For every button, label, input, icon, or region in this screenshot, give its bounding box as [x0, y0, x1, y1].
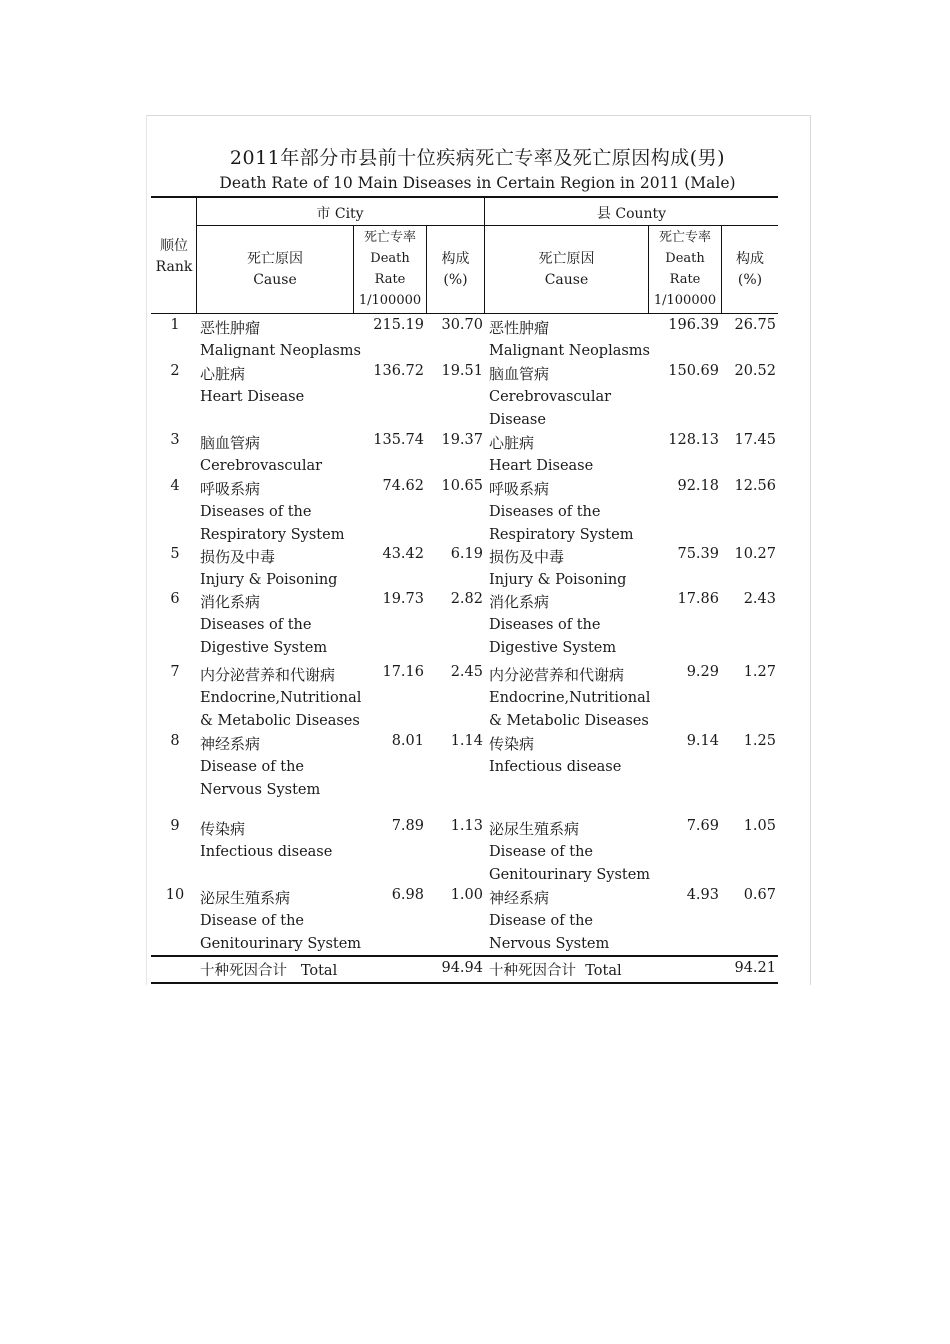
header-rate-unit: 1/100000: [358, 293, 422, 308]
city-cause-cn: 神经系病: [200, 735, 261, 753]
rank-number: 4: [170, 478, 180, 494]
header-pct-cn: 构成: [736, 251, 764, 267]
total-label-county: 十种死因合计 Total: [489, 963, 622, 979]
city-cause: [200, 664, 361, 732]
header-rate-cn: 死亡专率: [363, 230, 416, 245]
city-cause-en: Diseases of the: [200, 616, 312, 633]
city-cause-cn: 泌尿生殖系病: [200, 889, 291, 907]
city-death-rate: 6.98: [391, 887, 424, 903]
county-death-rate: 150.69: [668, 363, 719, 379]
county-cause-en: Malignant Neoplasms: [489, 342, 651, 359]
county-cause-cn: 内分泌营养和代谢病: [489, 666, 625, 684]
county-cause: [489, 432, 593, 478]
city-cause-cn: 损伤及中毒: [200, 548, 276, 566]
header-pct-en: (%): [443, 272, 468, 288]
city-cause-en: Disease of the: [200, 758, 305, 775]
rank-number: 6: [170, 591, 180, 607]
city-cause-en: Respiratory System: [200, 526, 345, 543]
county-percentage: 1.25: [743, 733, 776, 749]
county-cause-en: Disease of the: [489, 912, 594, 929]
city-cause: [200, 818, 332, 864]
city-death-rate: 43.42: [382, 546, 424, 562]
header-rate-en: Rate: [374, 272, 406, 287]
county-percentage: 26.75: [734, 317, 776, 333]
city-death-rate: 7.89: [391, 818, 424, 834]
county-percentage: 1.05: [743, 818, 776, 834]
county-cause-en: Injury & Poisoning: [489, 571, 627, 588]
total-label-city: 十种死因合计 Total: [200, 963, 338, 979]
city-percentage: 30.70: [441, 317, 483, 333]
county-death-rate: 9.14: [686, 733, 719, 749]
header-rate-en: Death: [370, 251, 410, 266]
rank-number: 2: [170, 363, 180, 379]
city-cause-cn: 内分泌营养和代谢病: [200, 666, 336, 684]
header-cause-en: Cause: [544, 272, 589, 288]
county-cause: [489, 664, 650, 732]
city-percentage: 1.13: [450, 818, 483, 834]
county-death-rate: 75.39: [677, 546, 719, 562]
header-cause-cn: 死亡原因: [538, 251, 595, 267]
city-cause-en: Infectious disease: [200, 843, 333, 860]
city-cause: [200, 546, 337, 592]
county-cause-cn: 心脏病: [489, 434, 535, 452]
city-cause-cn: 恶性肿瘤: [200, 319, 261, 337]
header-city-rate: [354, 227, 426, 311]
county-death-rate: 196.39: [668, 317, 719, 333]
county-percentage: 12.56: [734, 478, 776, 494]
header-rate-cn: 死亡专率: [658, 230, 711, 245]
city-cause-en: Genitourinary System: [200, 935, 362, 952]
rank-number: 9: [170, 818, 180, 834]
county-death-rate: 9.29: [686, 664, 719, 680]
county-cause: [489, 546, 626, 592]
county-cause-cn: 传染病: [489, 735, 535, 753]
city-cause-cn: 传染病: [200, 820, 246, 838]
city-death-rate: 19.73: [382, 591, 424, 607]
county-cause-cn: 损伤及中毒: [489, 548, 565, 566]
city-cause: [200, 478, 344, 546]
county-cause-en: Infectious disease: [489, 758, 622, 775]
county-cause: [489, 317, 650, 363]
city-cause-en: Nervous System: [200, 781, 321, 798]
city-death-rate: 17.16: [382, 664, 424, 680]
city-cause-en: Digestive System: [200, 639, 328, 656]
county-death-rate: 7.69: [686, 818, 719, 834]
total-pct-county: 94.21: [734, 960, 776, 976]
county-percentage: 20.52: [734, 363, 776, 379]
city-percentage: 19.37: [441, 432, 483, 448]
county-cause-en: Respiratory System: [489, 526, 634, 543]
county-percentage: 0.67: [743, 887, 776, 903]
city-percentage: 6.19: [450, 546, 483, 562]
county-cause-en: Heart Disease: [489, 457, 594, 474]
city-cause-cn: 心脏病: [200, 365, 246, 383]
header-cause-cn: 死亡原因: [247, 251, 303, 267]
header-rate-en: Rate: [669, 272, 701, 287]
county-cause-en: Digestive System: [489, 639, 617, 656]
rank-number: 3: [170, 432, 180, 448]
county-cause-cn: 泌尿生殖系病: [489, 820, 580, 838]
county-cause: [489, 478, 633, 546]
county-percentage: 17.45: [734, 432, 776, 448]
city-cause-en: Cerebrovascular: [200, 457, 323, 474]
group-rule: [196, 225, 778, 226]
county-death-rate: 128.13: [668, 432, 719, 448]
city-percentage: 1.14: [450, 733, 483, 749]
county-death-rate: 4.93: [686, 887, 719, 903]
city-death-rate: 215.19: [373, 317, 424, 333]
city-cause-en: Endocrine,Nutritional: [200, 689, 362, 706]
city-cause: [200, 733, 320, 801]
header-county-pct: [722, 249, 778, 291]
city-cause-en: Heart Disease: [200, 388, 305, 405]
table-title-en: Death Rate of 10 Main Diseases in Certain Region in 2011 (Male): [219, 174, 736, 192]
city-cause: [200, 317, 361, 363]
city-percentage: 1.00: [450, 887, 483, 903]
header-rank-en: Rank: [155, 259, 193, 275]
header-rank-cn: 顺位: [160, 238, 188, 254]
county-death-rate: 92.18: [677, 478, 719, 494]
county-percentage: 10.27: [734, 546, 776, 562]
city-cause-en: Diseases of the: [200, 503, 312, 520]
city-percentage: 2.82: [450, 591, 483, 607]
city-cause-en: & Metabolic Diseases: [200, 712, 360, 729]
group-header-city: 市 City: [316, 206, 364, 222]
county-cause-en: Endocrine,Nutritional: [489, 689, 651, 706]
county-cause-cn: 神经系病: [489, 889, 550, 907]
county-cause-cn: 脑血管病: [489, 365, 550, 383]
city-cause: [200, 591, 327, 659]
header-pct-en: (%): [737, 272, 763, 288]
header-bottom-rule: [151, 313, 778, 314]
city-cause: [200, 363, 304, 409]
county-cause: [489, 887, 609, 955]
header-county-cause: [485, 249, 648, 291]
city-death-rate: 136.72: [373, 363, 424, 379]
city-death-rate: 74.62: [382, 478, 424, 494]
county-cause-en: Disease of the: [489, 843, 594, 860]
city-cause-cn: 呼吸系病: [200, 480, 261, 498]
rank-number: 10: [165, 887, 185, 903]
city-cause-en: Malignant Neoplasms: [200, 342, 362, 359]
top-rule: [151, 196, 778, 198]
county-cause-en: Genitourinary System: [489, 866, 651, 883]
county-cause-en: Diseases of the: [489, 616, 601, 633]
city-percentage: 10.65: [441, 478, 483, 494]
city-cause-en: Disease of the: [200, 912, 305, 929]
county-percentage: 2.43: [743, 591, 776, 607]
city-cause: [200, 887, 361, 955]
group-header-county: 县 County: [596, 206, 667, 222]
header-rank: [152, 236, 196, 278]
header-rate-en: Death: [665, 251, 705, 266]
county-cause-en: & Metabolic Diseases: [489, 712, 649, 729]
county-cause: [489, 818, 650, 886]
county-percentage: 1.27: [743, 664, 776, 680]
county-cause-cn: 恶性肿瘤: [489, 319, 550, 337]
county-death-rate: 17.86: [677, 591, 719, 607]
header-rate-unit: 1/100000: [653, 293, 717, 308]
header-city-cause: [197, 249, 353, 291]
county-cause-en: Nervous System: [489, 935, 610, 952]
city-percentage: 2.45: [450, 664, 483, 680]
city-death-rate: 135.74: [373, 432, 424, 448]
county-cause: [489, 733, 621, 779]
header-county-rate: [649, 227, 721, 311]
rank-number: 8: [170, 733, 180, 749]
county-cause-cn: 消化系病: [489, 593, 550, 611]
county-cause: [489, 363, 611, 431]
city-death-rate: 8.01: [391, 733, 424, 749]
county-cause-cn: 呼吸系病: [489, 480, 550, 498]
county-cause-en: Disease: [489, 411, 546, 428]
city-cause-cn: 脑血管病: [200, 434, 261, 452]
table-title-cn: 2011年部分市县前十位疾病死亡专率及死亡原因构成(男): [229, 147, 726, 169]
total-pct-city: 94.94: [441, 960, 483, 976]
rank-number: 1: [170, 317, 180, 333]
city-percentage: 19.51: [441, 363, 483, 379]
city-cause-en: Injury & Poisoning: [200, 571, 338, 588]
header-pct-cn: 构成: [441, 251, 470, 267]
county-cause-en: Cerebrovascular: [489, 388, 612, 405]
rank-number: 5: [170, 546, 180, 562]
city-cause: [200, 432, 322, 478]
header-city-pct: [427, 249, 484, 291]
county-cause-en: Diseases of the: [489, 503, 601, 520]
rank-number: 7: [170, 664, 180, 680]
header-cause-en: Cause: [253, 272, 297, 288]
county-cause: [489, 591, 616, 659]
city-cause-cn: 消化系病: [200, 593, 261, 611]
